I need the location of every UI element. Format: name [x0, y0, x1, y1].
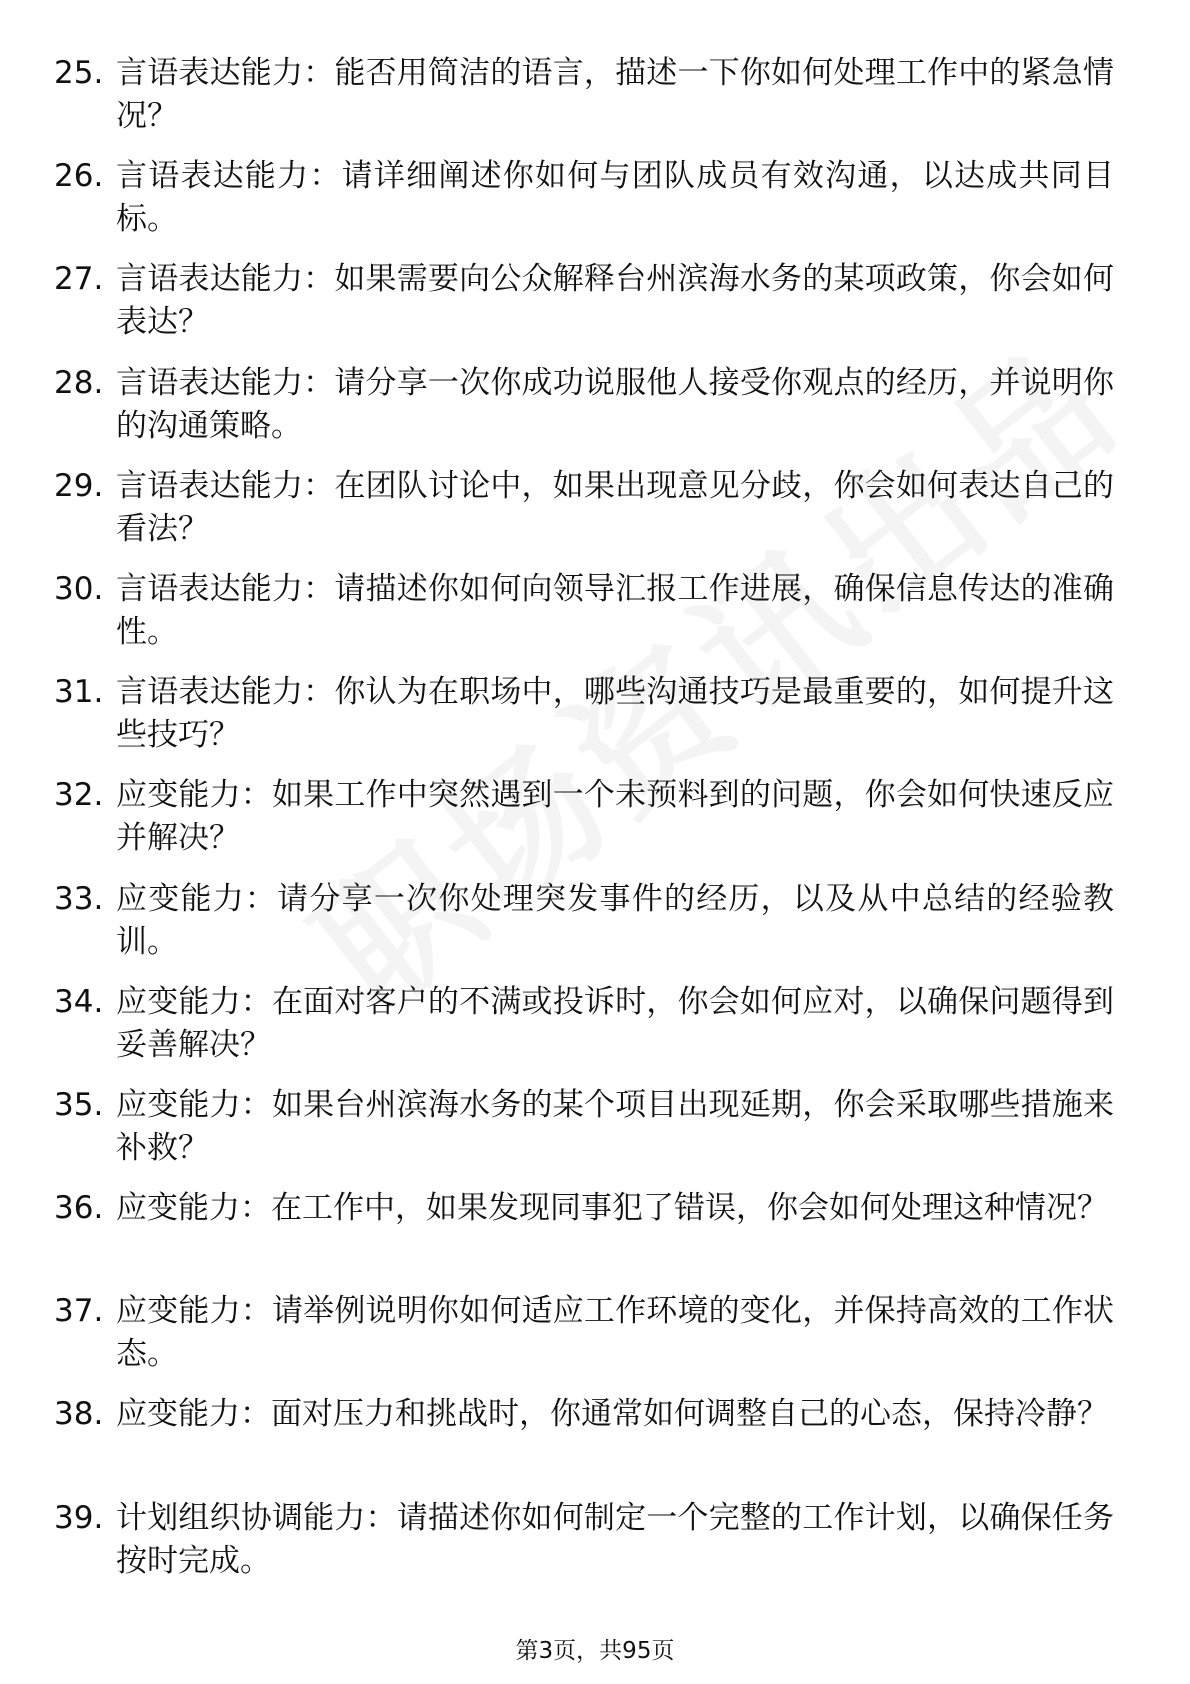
question-text: 计划组织协调能力：请描述你如何制定一个完整的工作计划，以确保任务按时完成。 — [116, 1499, 1114, 1579]
question-text: 应变能力：请举例说明你如何适应工作环境的变化，并保持高效的工作状态。 — [116, 1293, 1114, 1373]
question-text: 应变能力：如果工作中突然遇到一个未预料到的问题，你会如何快速反应并解决？ — [116, 777, 1114, 857]
question-number: 32. — [54, 777, 104, 814]
question-item — [54, 52, 1114, 155]
question-text: 言语表达能力：请描述你如何向领导汇报工作进展，确保信息传达的准确性。 — [116, 570, 1114, 650]
question-text: 应变能力：请分享一次你处理突发事件的经历，以及从中总结的经验教训。 — [116, 880, 1114, 960]
question-list — [54, 52, 1114, 1600]
question-item — [54, 1187, 1114, 1290]
question-text: 言语表达能力：能否用简洁的语言，描述一下你如何处理工作中的紧急情况？ — [116, 55, 1114, 134]
question-number: 34. — [54, 983, 104, 1020]
question-number: 30. — [54, 570, 104, 607]
question-number: 31. — [54, 674, 104, 711]
question-number: 26. — [54, 158, 104, 195]
question-text: 言语表达能力：请详细阐述你如何与团队成员有效沟通，以达成共同目标。 — [116, 158, 1114, 238]
question-item — [54, 1084, 1114, 1187]
question-item — [54, 1393, 1114, 1496]
question-item — [54, 878, 1114, 981]
question-item — [54, 568, 1114, 671]
question-text: 应变能力：在面对客户的不满或投诉时，你会如何应对，以确保问题得到妥善解决？ — [116, 983, 1114, 1063]
question-text: 言语表达能力：你认为在职场中，哪些沟通技巧是最重要的，如何提升这些技巧？ — [116, 674, 1114, 754]
question-text: 言语表达能力：在团队讨论中，如果出现意见分歧，你会如何表达自己的看法？ — [116, 467, 1114, 547]
question-text: 应变能力：面对压力和挑战时，你通常如何调整自己的心态，保持冷静？ — [116, 1396, 1108, 1433]
question-item — [54, 258, 1114, 361]
question-text: 言语表达能力：请分享一次你成功说服他人接受你观点的经历，并说明你的沟通策略。 — [116, 364, 1114, 444]
question-number: 33. — [54, 880, 104, 917]
question-item — [54, 1290, 1114, 1393]
question-number: 27. — [54, 261, 104, 298]
question-item — [54, 981, 1114, 1084]
question-item — [54, 774, 1114, 877]
question-item — [54, 362, 1114, 465]
question-number: 28. — [54, 364, 104, 401]
question-text: 应变能力：在工作中，如果发现同事犯了错误，你会如何处理这种情况？ — [116, 1190, 1108, 1227]
question-number: 38. — [54, 1396, 104, 1433]
question-number: 35. — [54, 1086, 104, 1123]
page-number: 第3页，共95页 — [515, 1638, 675, 1664]
question-number: 37. — [54, 1293, 104, 1330]
question-item — [54, 465, 1114, 568]
question-number: 25. — [54, 55, 104, 91]
question-item — [54, 1497, 1114, 1600]
question-item — [54, 671, 1114, 774]
question-text: 言语表达能力：如果需要向公众解释台州滨海水务的某项政策，你会如何表达？ — [116, 261, 1114, 341]
question-number: 36. — [54, 1190, 104, 1227]
question-text: 应变能力：如果台州滨海水务的某个项目出现延期，你会采取哪些措施来补救？ — [116, 1086, 1114, 1166]
question-item — [54, 155, 1114, 258]
question-number: 29. — [54, 467, 104, 504]
question-number: 39. — [54, 1499, 104, 1536]
